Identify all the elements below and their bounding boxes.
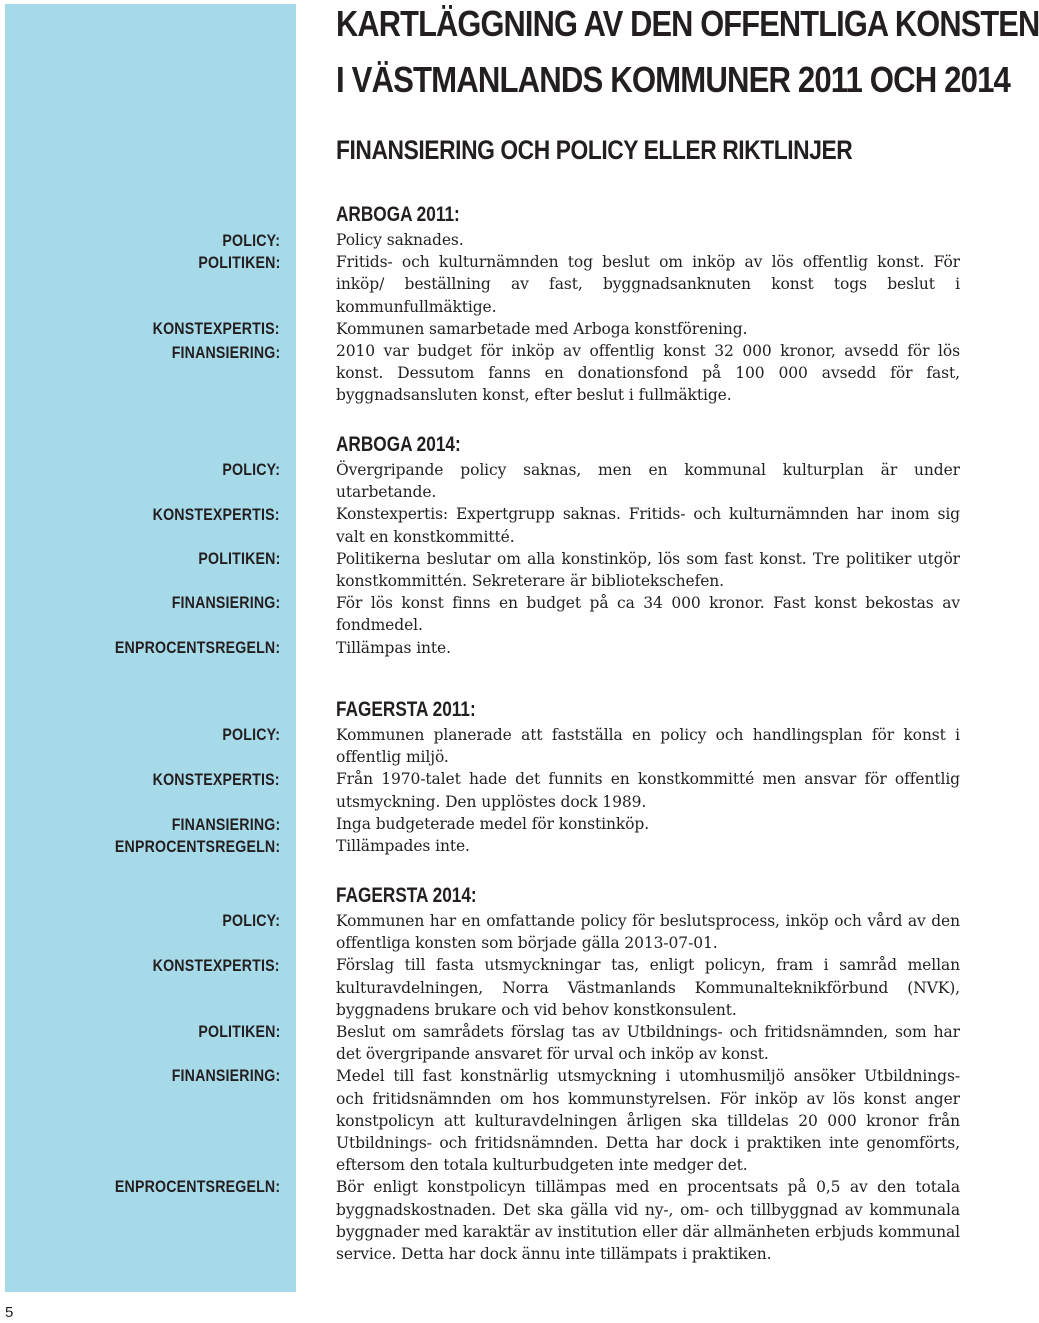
label-politiken: POLITIKEN:	[197, 550, 280, 568]
label-policy: POLICY:	[222, 726, 280, 744]
section-body-fagersta-2014	[336, 910, 960, 1265]
label-politiken: POLITIKEN:	[197, 254, 280, 272]
label-enprocentsregeln: ENPROCENTSREGELN:	[114, 1178, 280, 1196]
label-konstexpertis: KONSTEXPERTIS:	[153, 320, 280, 338]
paragraph: Tillämpas inte.	[336, 638, 451, 657]
label-konstexpertis: KONSTEXPERTIS:	[153, 957, 280, 975]
paragraph: För lös konst finns en budget på ca 34 000 kronor. Fast konst bekostas av fondmedel.	[336, 594, 960, 635]
label-finansiering: FINANSIERING:	[171, 816, 280, 834]
section-heading-fagersta-2011: FAGERSTA 2011:	[336, 698, 476, 721]
section-body-arboga-2011	[336, 229, 960, 407]
label-enprocentsregeln: ENPROCENTSREGELN:	[114, 838, 280, 856]
paragraph: Beslut om samrådets förslag tas av Utbildnings- och fritidsnämnden, som har det övergripande ansvaret för urval och inköp av konst.	[336, 1023, 960, 1064]
label-finansiering: FINANSIERING:	[171, 344, 280, 362]
label-policy: POLICY:	[222, 232, 280, 250]
section-heading-fagersta-2014: FAGERSTA 2014:	[336, 884, 477, 907]
paragraph: Politikerna beslutar om alla konstinköp, lös som fast konst. Tre politiker utgör konstkommittén. Sekreterare är bibliotekschefen.	[336, 549, 960, 591]
paragraph: Policy saknades.	[336, 231, 464, 249]
page-title-line1: KARTLÄGGNING AV DEN OFFENTLIGA KONSTEN	[336, 3, 1039, 44]
paragraph: Från 1970-talet hade det funnits en konstkommitté men ansvar för offentlig utsmyckning. Den upplöstes dock 1989.	[336, 770, 960, 811]
label-konstexpertis: KONSTEXPERTIS:	[153, 771, 280, 789]
paragraph: Kommunen har en omfattande policy för beslutsprocess, inköp och vård av den offentliga konsten som började gälla 2013-07-01.	[336, 912, 960, 953]
paragraph: Inga budgeterade medel för konstinköp.	[336, 814, 650, 833]
page-subtitle: FINANSIERING OCH POLICY ELLER RIKTLINJER	[336, 135, 853, 165]
section-body-arboga-2014	[336, 459, 960, 659]
label-policy: POLICY:	[222, 912, 280, 930]
paragraph: Medel till fast konstnärlig utsmyckning i utomhusmiljö ansöker Utbildnings- och fritidsnämnden om hos kommunstyrelsen. För inköp av lös konst anger konstpolicyn att kulturavdelningen årligen ska tilldelas 20 000 kronor från Utbildnings- och fritidsnämnden. Detta har dock i praktiken inte genomförts, eftersom den totala kulturbudgeten inte medger det.	[336, 1067, 960, 1175]
section-heading-arboga-2011: ARBOGA 2011:	[336, 203, 460, 226]
page-title-line2: I VÄSTMANLANDS KOMMUNER 2011 OCH 2014	[336, 59, 1010, 100]
section-body-fagersta-2011	[336, 724, 960, 857]
label-finansiering: FINANSIERING:	[171, 594, 280, 612]
paragraph: Förslag till fasta utsmyckningar tas, enligt policyn, fram i samråd mellan kulturavdelningen, Norra Västmanlands Kommunalteknikförbund (NVK), byggnadens brukare och vid behov konstkonsulent.	[336, 956, 960, 1019]
label-policy: POLICY:	[222, 461, 280, 479]
page-number: 5	[5, 1304, 14, 1321]
label-enprocentsregeln: ENPROCENTSREGELN:	[114, 639, 280, 657]
paragraph: Tillämpades inte.	[336, 837, 470, 856]
paragraph: Kommunen planerade att fastställa en policy och handlingsplan för konst i offentlig miljö.	[336, 726, 960, 767]
paragraph: Övergripande policy saknas, men en kommunal kulturplan är under utarbetande.	[336, 461, 960, 502]
paragraph: Konstexpertis: Expertgrupp saknas. Fritids- och kulturnämnden har inom sig valt en konstkommitté.	[336, 505, 960, 546]
section-heading-arboga-2014: ARBOGA 2014:	[336, 433, 461, 456]
paragraph: Bör enligt konstpolicyn tillämpas med en procentsats på 0,5 av den totala byggnadskostnaden. Det ska gälla vid ny-, om- och tillbyggnad av kommunala byggnader med karaktär av institution eller där allmänheten erbjuds kommunal service. Detta har dock ännu inte tillämpats i praktiken.	[336, 1178, 960, 1264]
label-finansiering: FINANSIERING:	[171, 1067, 280, 1085]
label-konstexpertis: KONSTEXPERTIS:	[153, 506, 280, 524]
paragraph: Kommunen samarbetade med Arboga konstförening.	[336, 319, 748, 338]
label-politiken: POLITIKEN:	[197, 1023, 280, 1041]
paragraph: 2010 var budget för inköp av offentlig konst 32 000 kronor, avsedd för lös konst. Dessutom fanns en donationsfond på 100 000 avsedd för fast, byggnadsansluten konst, efter beslut i fullmäktige.	[336, 342, 960, 405]
paragraph: Fritids- och kulturnämnden tog beslut om inköp av lös offentlig konst. För inköp/ beställning av fast, byggnadsanknuten konst togs beslut i kommunfullmäktige.	[336, 253, 960, 316]
